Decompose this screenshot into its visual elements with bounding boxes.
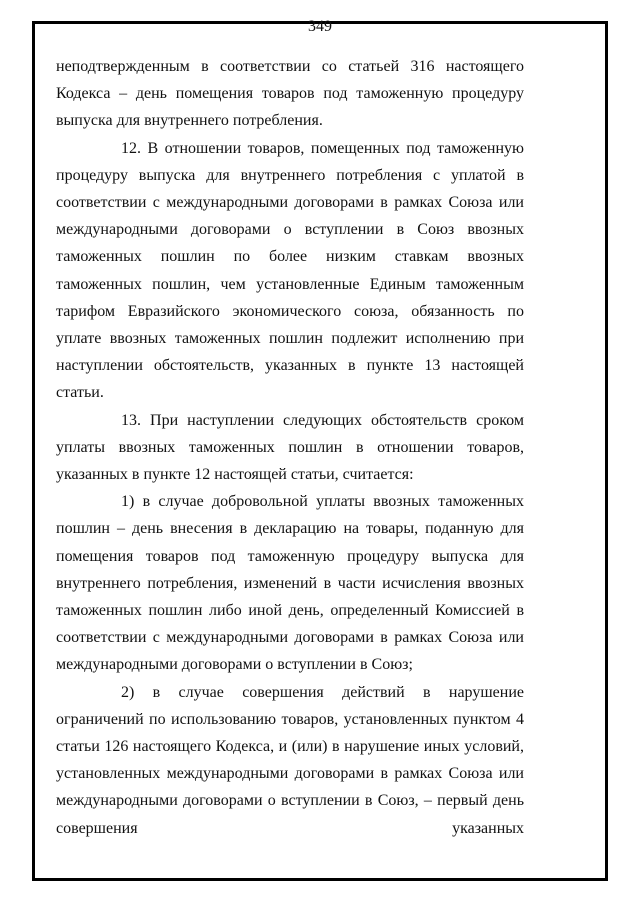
- paragraph-subitem-1: 1) в случае добровольной уплаты ввозных таможенных пошлин – день внесения в декларацию на товары, поданную для помещения товаров под таможенную процедуру выпуска для внутреннего потребления, изменений в части исчисления ввозных таможенных пошлин либо иной день, определенный Комиссией в соответствии с международными договорами в рамках Союза или международными договорами о вступлении в Союз;: [56, 493, 524, 674]
- document-body: [56, 53, 524, 842]
- paragraph-continuation: неподтвержденным в соответствии со статьей 316 настоящего Кодекса – день помещения товаров под таможенную процедуру выпуска для внутреннего потребления.: [56, 58, 524, 130]
- paragraph-subitem-2: 2) в случае совершения действий в нарушение ограничений по использованию товаров, установленных пунктом 4 статьи 126 настоящего Кодекса, и (или) в нарушение иных условий, установленных международными договорами в рамках Союза или международными договорами о вступлении в Союз, – первый день совершения указанных: [56, 683, 524, 837]
- paragraph-item-12: 12. В отношении товаров, помещенных под таможенную процедуру выпуска для внутреннего потребления с уплатой в соответствии с международными договорами в рамках Союза или международными договорами о вступлении в Союз ввозных таможенных пошлин по более низким ставкам ввозных таможенных пошлин, чем установленные Единым таможенным тарифом Евразийского экономического союза, обязанность по уплате ввозных таможенных пошлин подлежит исполнению при наступлении обстоятельств, указанных в пункте 13 настоящей статьи.: [56, 139, 524, 402]
- page-number: 349: [308, 18, 332, 35]
- paragraph-item-13: 13. При наступлении следующих обстоятельств сроком уплаты ввозных таможенных пошлин в отношении товаров, указанных в пункте 12 настоящей статьи, считается:: [56, 411, 524, 484]
